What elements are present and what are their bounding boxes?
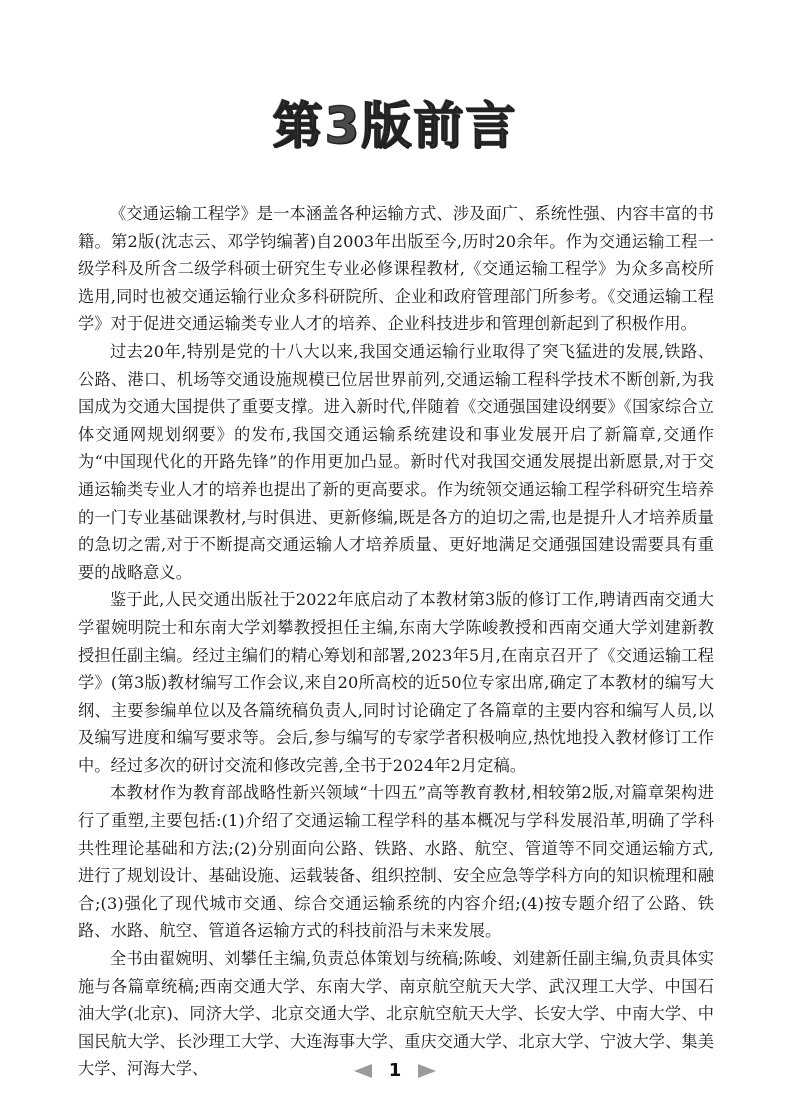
title-area <box>0 86 790 158</box>
paragraph: 《交通运输工程学》是一本涵盖各种运输方式、涉及面广、系统性强、内容丰富的书籍。第2版(沈志云、邓学钧编著)自2003年出版至今,历时20余年。作为交通运输工程一级学科及所含二级学科硕士研究生专业必修课程教材,《交通运输工程学》为众多高校所选用,同时也被交通运输行业众多科研院所、企业和政府管理部门所参考。《交通运输工程学》对于促进交通运输类专业人才的培养、企业科技进步和管理创新起到了积极作用。 <box>78 204 714 334</box>
paragraph: 鉴于此,人民交通出版社于2022年底启动了本教材第3版的修订工作,聘请西南交通大学翟婉明院士和东南大学刘攀教授担任主编,东南大学陈峻教授和西南交通大学刘建新教授担任副主编。经过主编们的精心筹划和部署,2023年5月,在南京召开了《交通运输工程学》(第3版)教材编写工作会议,来自20所高校的近50位专家出席,确定了本教材的编写大纲、主要参编单位以及各篇统稿负责人,同时讨论确定了各篇章的主要内容和编写人员,以及编写进度和编写要求等。会后,参与编写的专家学者积极响应,热忱地投入教材修订工作中。经过多次的研讨交流和修改完善,全书于2024年2月定稿。 <box>78 590 714 775</box>
paragraph: 过去20年,特别是党的十八大以来,我国交通运输行业取得了突飞猛进的发展,铁路、公路、港口、机场等交通设施规模已位居世界前列,交通运输工程科学技术不断创新,为我国成为交通大国提供了重要支撑。进入新时代,伴随着《交通强国建设纲要》《国家综合立体交通网规划纲要》的发布,我国交通运输系统建设和事业发展开启了新篇章,交通作为“中国现代化的开路先锋”的作用更加凸显。新时代对我国交通发展提出新愿景,对于交通运输类专业人才的培养也提出了新的更高要求。作为统领交通运输工程学科研究生培养的一门专业基础课教材,与时俱进、更新修编,既是各方的迫切之需,也是提升人才培养质量的急切之需,对于不断提高交通运输人才培养质量、更好地满足交通强国建设需要具有重要的战略意义。 <box>78 341 714 582</box>
paragraph: 本教材作为教育部战略性新兴领域“十四五”高等教育教材,相较第2版,对篇章架构进行了重塑,主要包括:(1)介绍了交通运输工程学科的基本概况与学科发展沿革,明确了学科共性理论基础和方法;(2)分别面向公路、铁路、水路、航空、管道等不同交通运输方式,进行了规划设计、基础设施、运载装备、组织控制、安全应急等学科方向的知识梳理和融合;(3)强化了现代城市交通、综合交通运输系统的内容介绍;(4)按专题介绍了公路、铁路、水路、航空、管道各运输方式的科技前沿与未来发展。 <box>78 783 714 941</box>
page-number: 1 <box>388 1060 402 1081</box>
page-footer <box>0 1060 790 1081</box>
page-title: 第3版前言 <box>272 97 518 155</box>
left-triangle-icon <box>354 1064 372 1078</box>
paragraph: 全书由翟婉明、刘攀任主编,负责总体策划与统稿;陈峻、刘建新任副主编,负责具体实施与各篇章统稿;西南交通大学、东南大学、南京航空航天大学、武汉理工大学、中国石油大学(北京)、同济大学、北京交通大学、北京航空航天大学、长安大学、中南大学、中国民航大学、长沙理工大学、大连海事大学、重庆交通大学、北京大学、宁波大学、集美大学、河海大学、 <box>78 949 714 1079</box>
preface-body <box>78 200 714 1083</box>
right-triangle-icon <box>418 1064 436 1078</box>
